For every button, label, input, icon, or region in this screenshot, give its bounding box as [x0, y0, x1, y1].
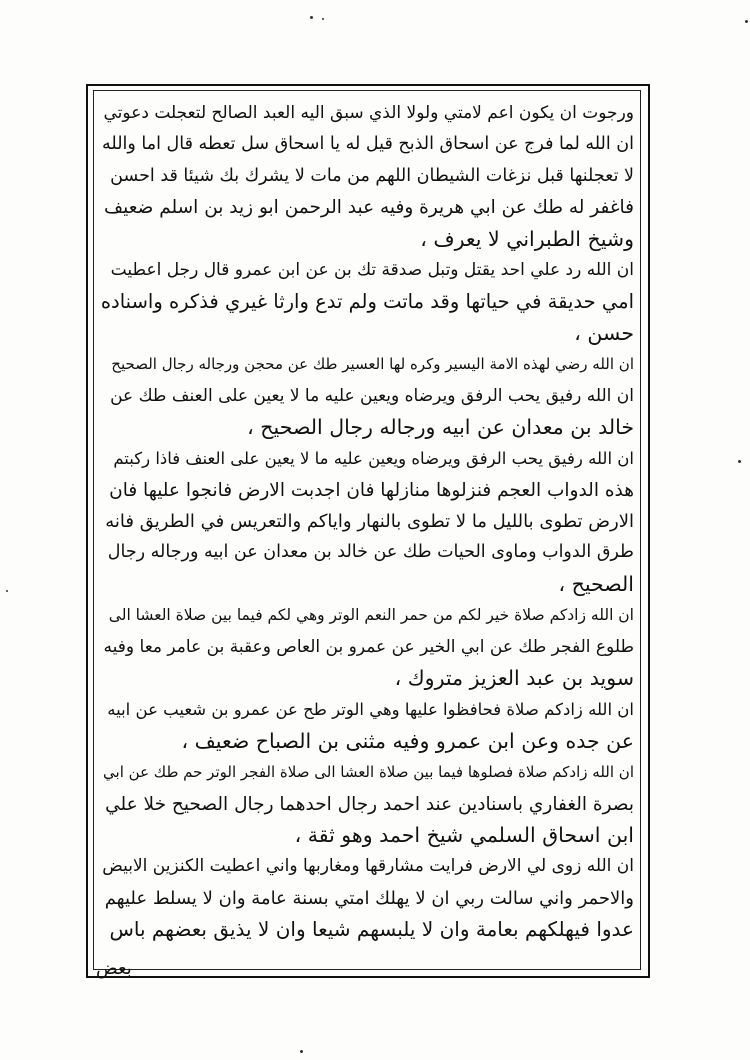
text-line: ان الله لما فرج عن اسحاق الذبح قيل له يا اسحاق سل تعطه قال اما والله [102, 134, 634, 155]
manuscript-text [100, 98, 634, 958]
text-line: ان الله رد علي احد يقتل وتبل صدقة تك بن عن ابن عمرو قال رجل اعطيت [110, 259, 634, 280]
text-line: هذه الدواب العجم فنزلوها منازلها فان اجدبت الارض فانجوا عليها فان [109, 479, 634, 501]
text-line: طرق الدواب وماوى الحيات طك عن خالد بن معدان عن ابيه ورجاله رجال [107, 542, 634, 563]
ink-speck [6, 590, 8, 592]
text-line: وشيخ الطبراني لا يعرف ، [420, 226, 634, 251]
text-line: الارض تطوى بالليل ما لا تطوى بالنهار واياكم والتعريس في الطريق فانه [105, 511, 634, 533]
ink-speck [322, 18, 324, 20]
text-line: ان الله زادكم صلاة فصلوها فيما بين صلاة العشا الى صلاة الفجر الوتر حم طك عن ابي [103, 763, 634, 782]
text-line: لا تعجلنها قبل نزغات الشيطان اللهم من مات لا يشرك بك شيئا قد احسن [110, 165, 634, 186]
text-line: ان الله رضي لهذه الامة اليسير وكره لها العسير طك عن محجن ورجاله رجال الصحيح [111, 355, 634, 374]
text-line: طلوع الفجر طك عن ابي الخير عن عمرو بن العاص وعقبة بن عامر معا وفيه [103, 636, 634, 657]
text-line: عدوا فيهلكهم بعامة وان لا يلبسهم شيعا وان لا يذيق بعضهم باس [109, 917, 634, 942]
text-line: ان الله رفيق يحب الرفق ويرضاه ويعين عليه ما لا يعين على العنف طك عن [110, 385, 634, 406]
text-line: حسن ، [574, 320, 634, 345]
text-line: سويد بن عبد العزيز متروك ، [394, 666, 634, 691]
ink-speck [738, 460, 741, 463]
text-line: ان الله زادكم صلاة خير لكم من حمر النعم الوتر وهي لكم فيما بين صلاة العشا الى [108, 606, 634, 625]
text-line: ان الله رفيق يحب الرفق ويرضاه ويعين عليه ما لا يعين على العنف فاذا ركبتم [113, 449, 634, 469]
text-line: ورجوت ان يكون اعم لامتي ولولا الذي سبق اليه العبد الصالح لتعجلت دعوتي [103, 103, 634, 123]
catchword: بعض [96, 958, 132, 979]
text-line: بصرة الغفاري باسنادين عند احمد رجال احدهما رجال الصحيح خلا علي [105, 793, 634, 815]
text-line: عن جده وعن ابن عمرو وفيه مثنى بن الصباح ضعيف ، [181, 728, 634, 753]
text-line: ان الله زادكم صلاة فحافظوا عليها وهي الوتر طح عن عمرو بن شعيب عن ابيه [107, 700, 634, 720]
text-line: امي حديقة في حياتها وقد ماتت ولم تدع وارثا غيري فذكره واسناده [100, 290, 634, 314]
ink-speck [300, 1050, 303, 1053]
text-line: والاحمر واني سالت ربي ان لا يهلك امتي بسنة عامة وان لا يسلط عليهم [104, 887, 634, 909]
text-line: ابن اسحاق السلمي شيخ احمد وهو ثقة ، [294, 822, 634, 847]
text-line: الصحيح ، [558, 571, 634, 596]
ink-speck [745, 20, 748, 23]
text-line: خالد بن معدان عن ابيه ورجاله رجال الصحيح ، [247, 414, 634, 439]
text-line: فاغفر له طك عن ابي هريرة وفيه عبد الرحمن ابو زيد بن اسلم ضعيف [103, 197, 634, 219]
ink-speck [310, 16, 313, 19]
text-line: ان الله زوى لي الارض فرايت مشارقها ومغاربها واني اعطيت الكنزين الابيض [102, 856, 634, 877]
